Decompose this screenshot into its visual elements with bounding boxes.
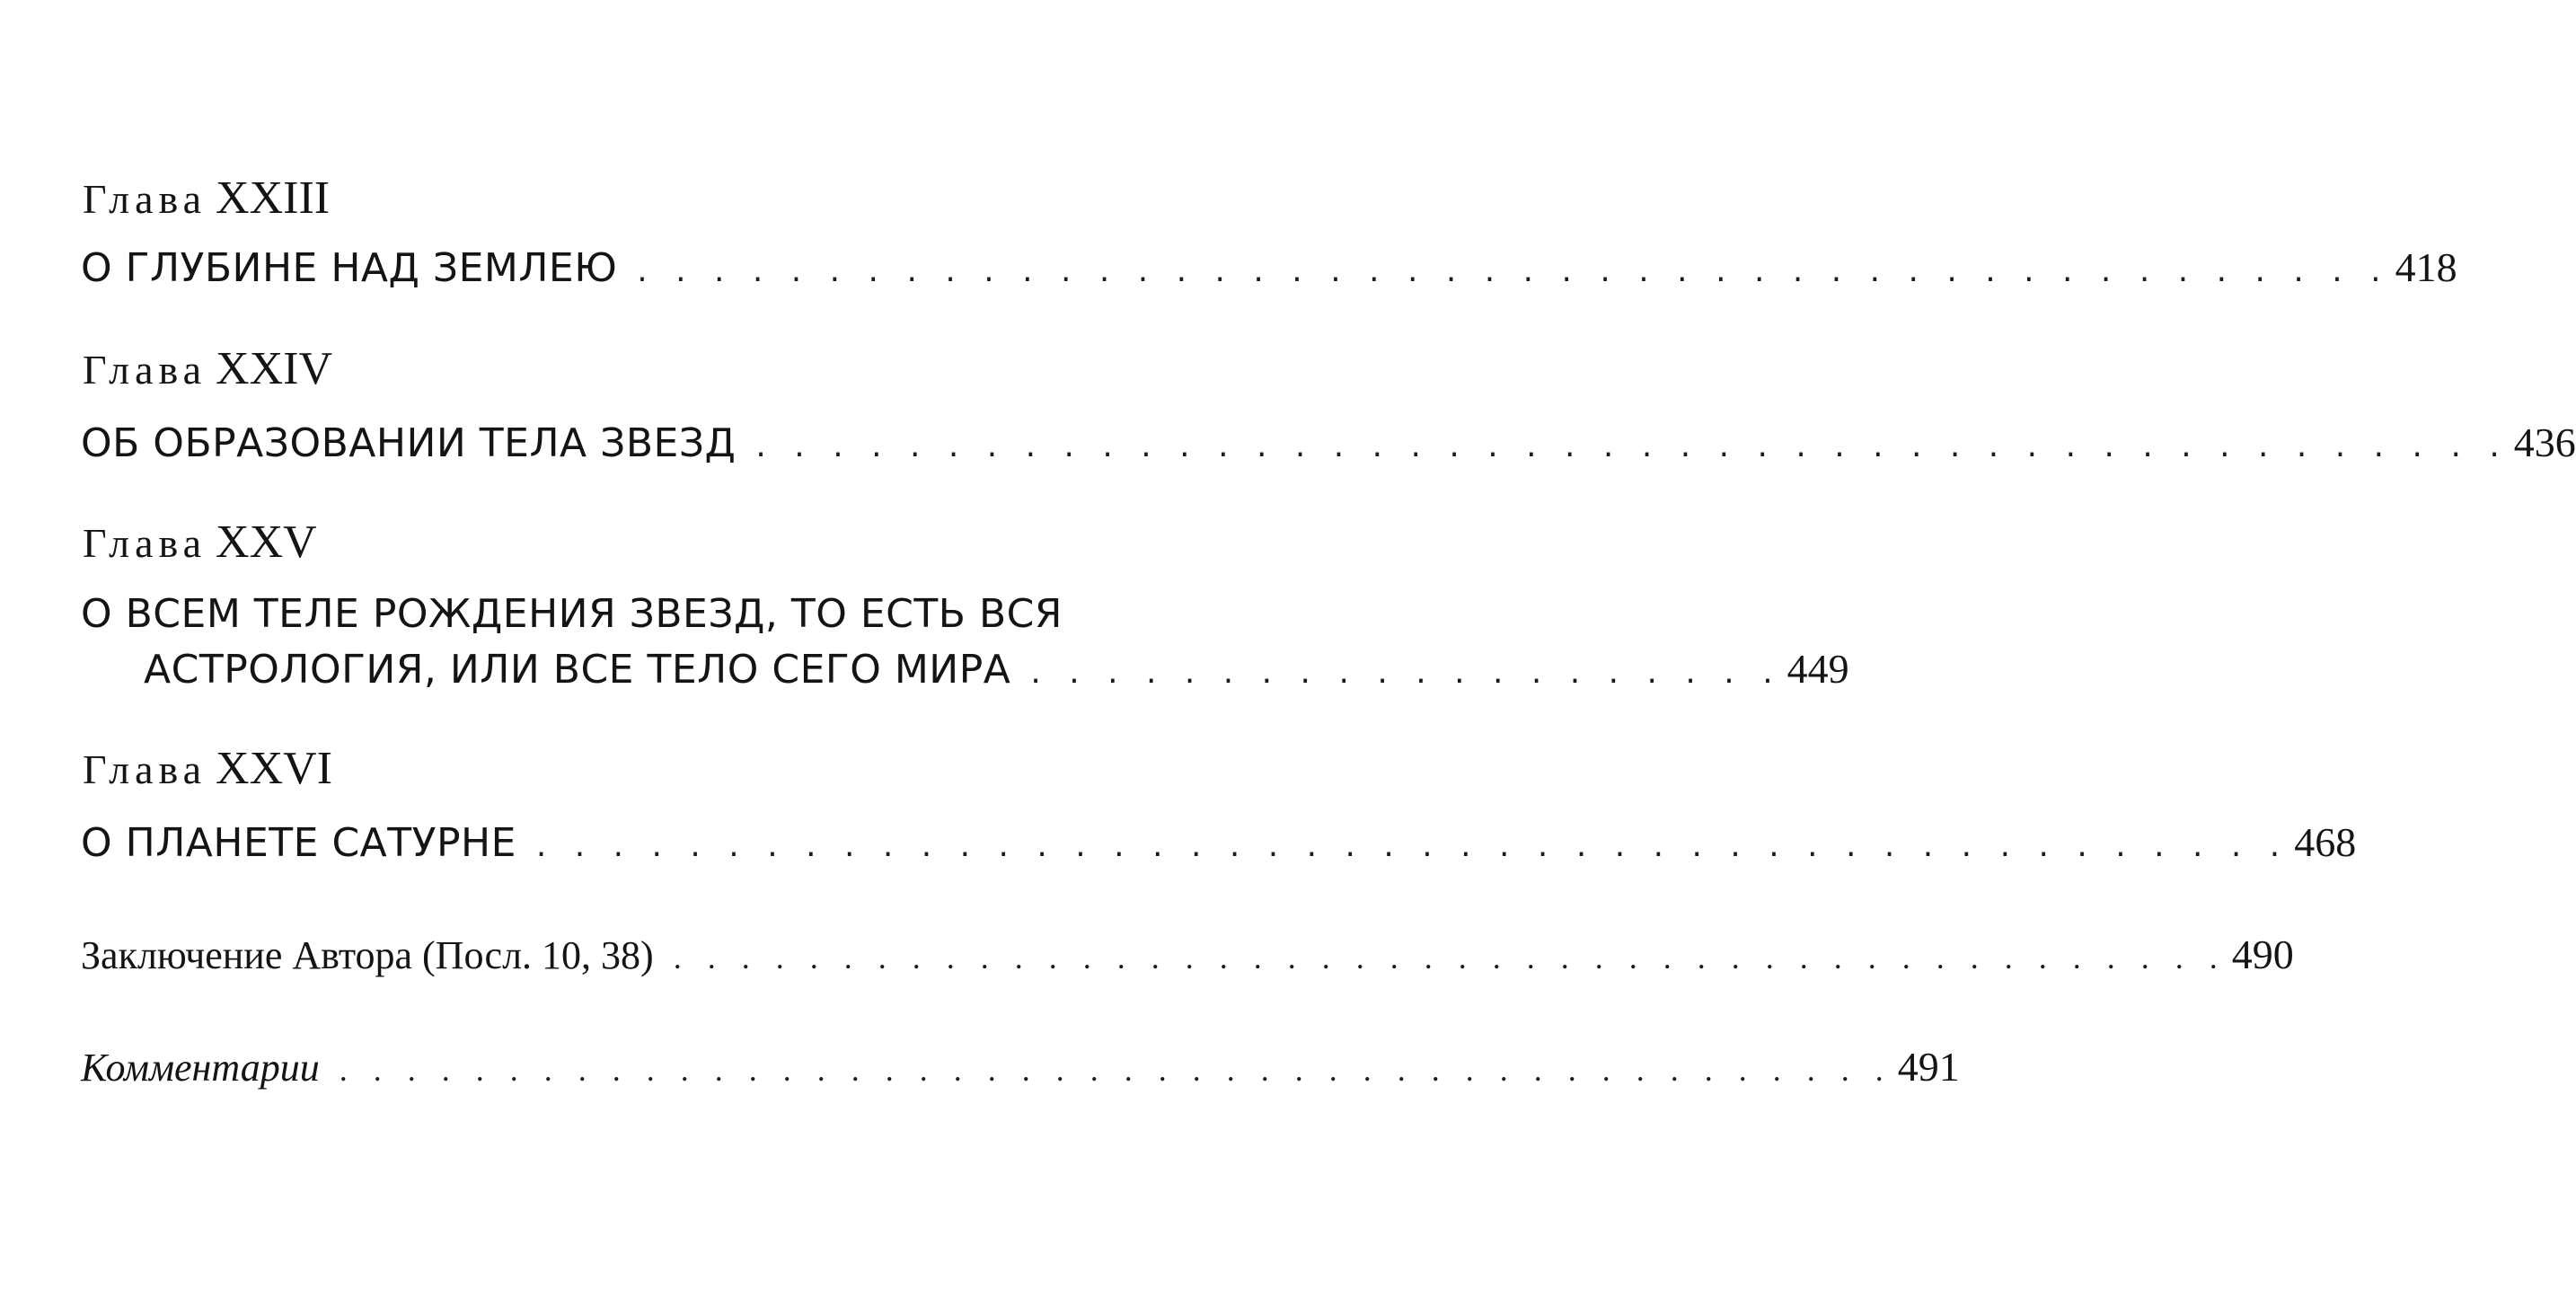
toc-page-number: 436 [2513,419,2576,465]
leader-dots: . . . . . . . . . . . . . . . . . . . . [1030,654,1782,691]
toc-page-number: 449 [1786,646,1849,692]
toc-page-number: 490 [2231,932,2294,977]
chapter-number: XXVI [216,743,333,794]
toc-page-number: 468 [2294,819,2357,865]
chapter-number: XXIII [216,172,331,224]
toc-entry-25-line1[interactable] [81,591,1239,637]
leader-dots: . . . . . . . . . . . . . . . . . . . . . . . . . . . . . . . . . . . . . . . . . . . . . . [637,252,2390,289]
leader-dots: . . . . . . . . . . . . . . . . . . . . . . . . . . . . . . . . . . . . . . . . . . . . . . [339,1052,1892,1088]
toc-entry-title: О ВСЕМ ТЕЛЕ РОЖДЕНИЯ ЗВЕЗД, ТО ЕСТЬ ВСЯ [81,591,1063,637]
leader-dots: . . . . . . . . . . . . . . . . . . . . . . . . . . . . . . . . . . . . . . . . . . . . . . [755,428,2509,464]
toc-page-number: 491 [1897,1044,1960,1090]
leader-dots: . . . . . . . . . . . . . . . . . . . . . . . . . . . . . . . . . . . . . . . . . . . . . . [535,827,2289,864]
leader-dots: . . . . . . . . . . . . . . . . . . . . . . . . . . . . . . . . . . . . . . . . . . . . . . [673,940,2227,976]
chapter-heading-23 [83,172,331,224]
toc-page-number: 418 [2395,244,2457,290]
toc-entry-26[interactable] [81,819,2357,866]
toc-entry-23[interactable] [81,244,2457,291]
toc-entry-25-line2[interactable] [144,646,1849,693]
toc-entry-title: ОБ ОБРАЗОВАНИИ ТЕЛА ЗВЕЗД [81,420,737,466]
chapter-label: Глава [83,176,207,222]
toc-entry-comments[interactable] [81,1044,1960,1090]
chapter-heading-25 [83,519,317,566]
toc-entry-conclusion[interactable] [81,932,2294,977]
chapter-number: XXV [216,517,317,568]
chapter-label: Глава [83,347,207,393]
toc-entry-title: О ПЛАНЕТЕ САТУРНЕ [81,820,516,866]
chapter-heading-26 [83,743,333,794]
toc-entry-title: Комментарии [81,1046,320,1090]
chapter-label: Глава [83,746,207,792]
chapter-heading-24 [83,343,333,394]
toc-entry-24[interactable] [81,419,2576,466]
chapter-label: Глава [83,520,207,566]
chapter-number: XXIV [216,343,333,394]
toc-entry-title: Заключение Автора (Посл. 10, 38) [81,933,654,977]
toc-entry-title: О ГЛУБИНЕ НАД ЗЕМЛЕЮ [81,245,618,291]
toc-entry-title-continued: АСТРОЛОГИЯ, ИЛИ ВСЕ ТЕЛО СЕГО МИРА [144,647,1011,693]
